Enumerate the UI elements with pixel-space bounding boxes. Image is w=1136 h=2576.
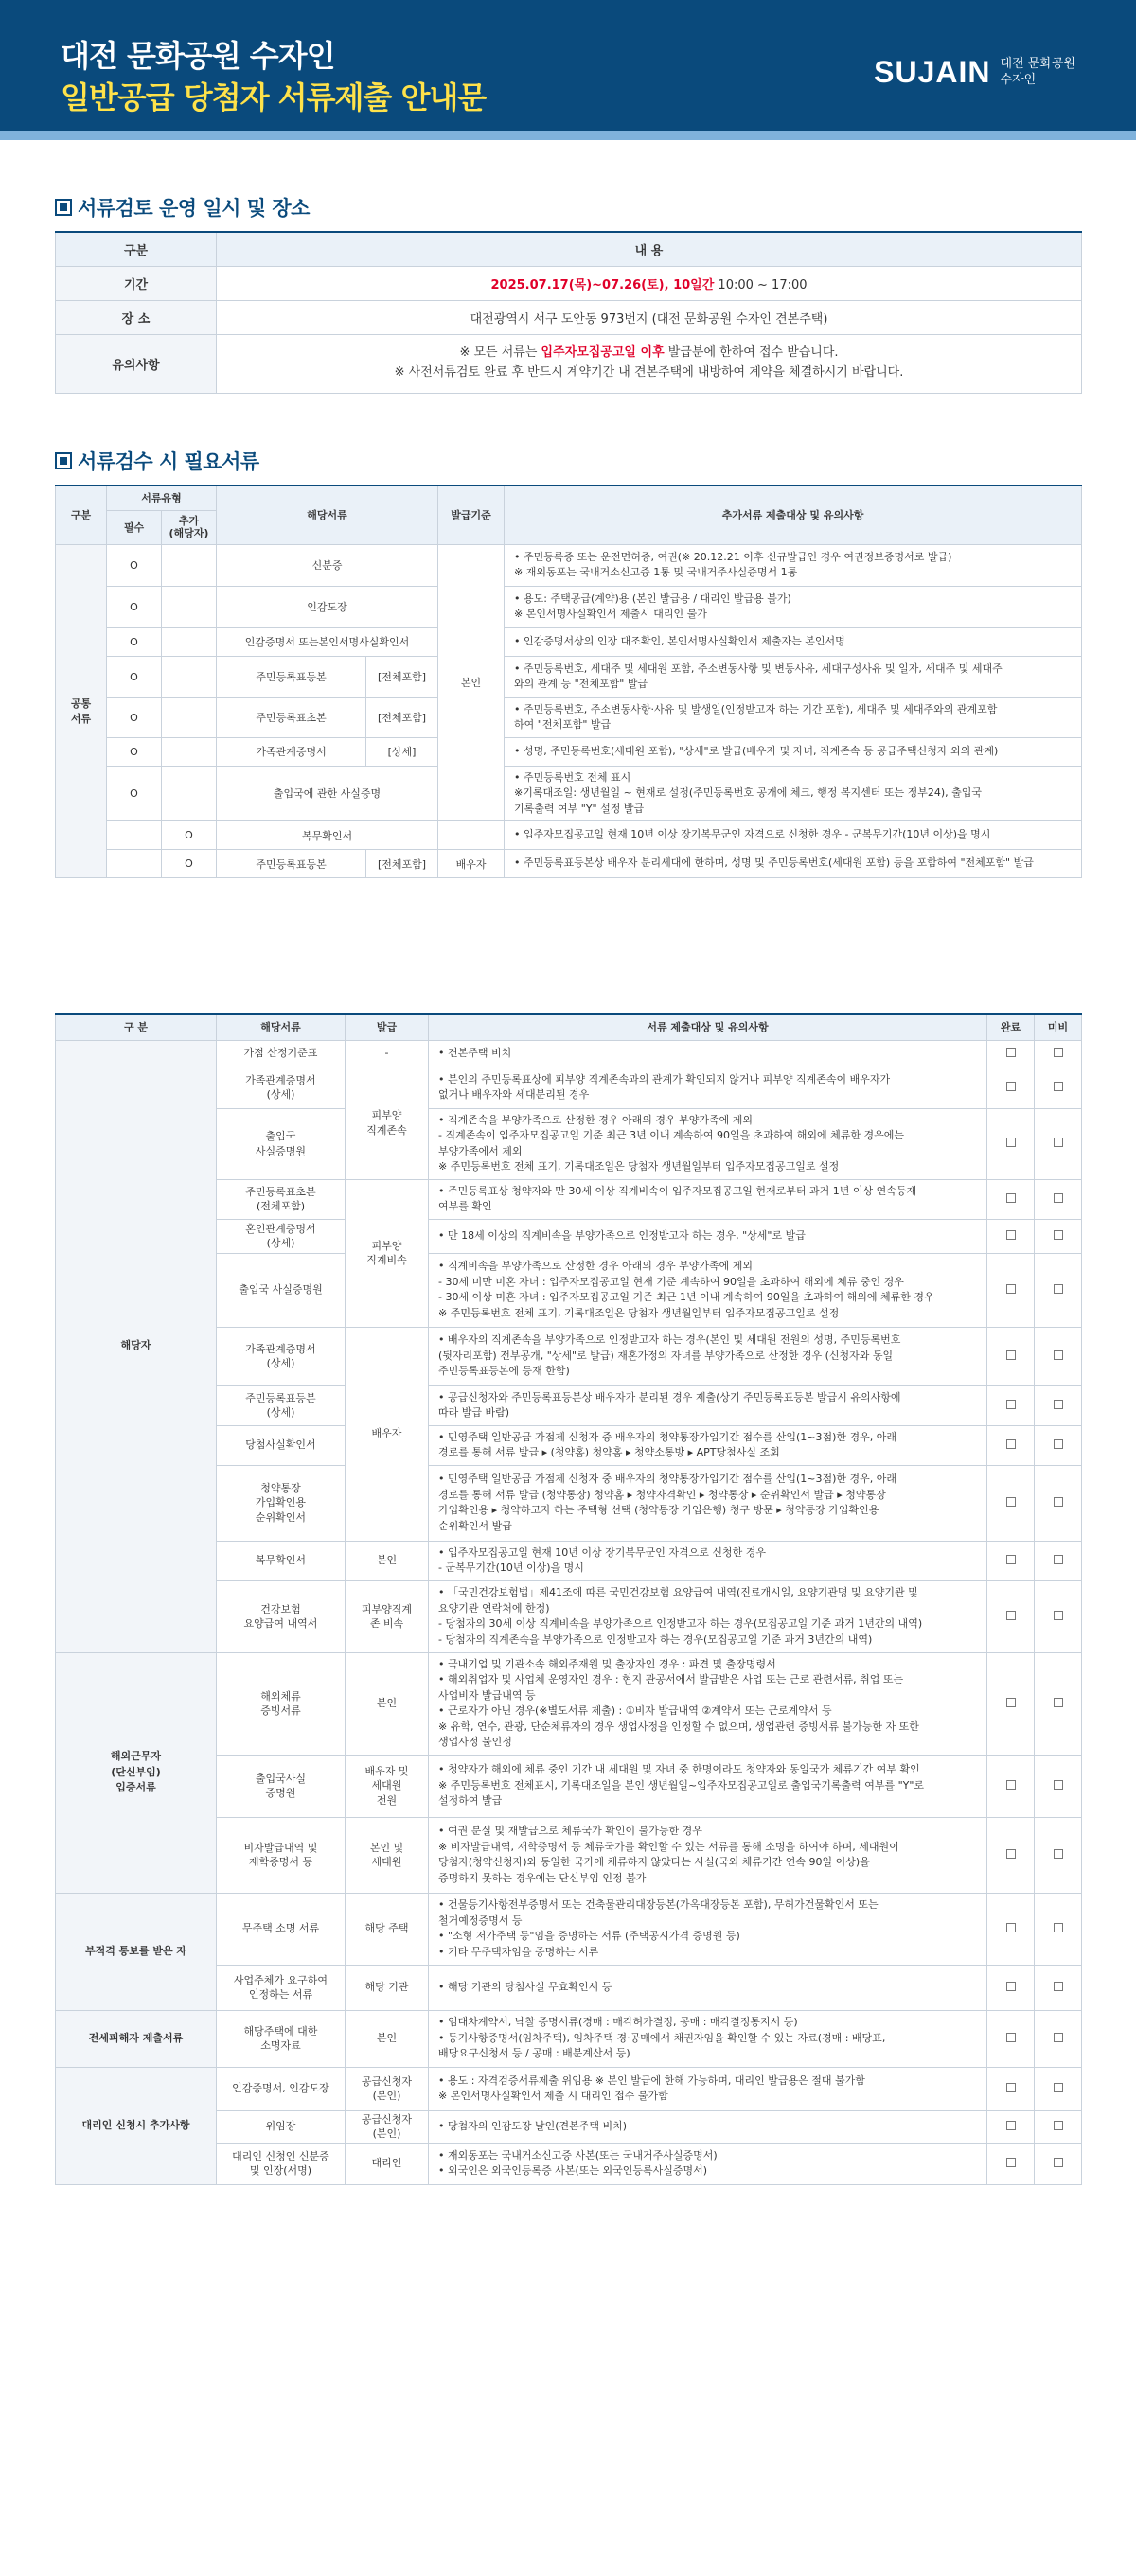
t3-issue-agency: 해당 기관 <box>346 1965 429 2010</box>
done-checkbox[interactable] <box>1006 1350 1016 1360</box>
missing-checkbox[interactable] <box>1054 1698 1063 1707</box>
t2-row <box>56 544 1082 586</box>
t3-missing-cell <box>1035 2110 1082 2143</box>
t3-doc-name: 출입국사실 증명원 <box>217 1755 346 1817</box>
t3-issue-self2: 본인 <box>346 1652 429 1755</box>
t2-required-mark <box>107 821 162 850</box>
t2-row <box>56 850 1082 878</box>
t2-required-mark: O <box>107 544 162 586</box>
note1-a: ※ 모든 서류는 <box>459 345 541 361</box>
t2-head-issue: 발급기준 <box>438 485 505 544</box>
t2-row <box>56 821 1082 850</box>
t3-group-g2: 해외근무자 (단신부임) 입증서류 <box>56 1652 217 1893</box>
done-checkbox[interactable] <box>1006 1082 1016 1091</box>
missing-checkbox[interactable] <box>1054 1611 1063 1620</box>
place-value: 대전광역시 서구 도안동 973번지 (대전 문화공원 수자인 견본주택) <box>217 300 1082 334</box>
done-checkbox[interactable] <box>1006 2033 1016 2042</box>
t3-doc-name: 가족관계증명서 (상세) <box>217 1067 346 1108</box>
done-checkbox[interactable] <box>1006 1982 1016 1991</box>
done-checkbox[interactable] <box>1006 1780 1016 1790</box>
t3-detail: • 재외동포는 국내거소신고증 사본(또는 국내거주사실증명서) • 외국인은 외국인등록증 사본(또는 외국인등록사실증명서) <box>429 2143 987 2184</box>
t3-issue-spouse_hh: 배우자 및 세대원 전원 <box>346 1755 429 1817</box>
t2-doc-name: 주민등록표초본 <box>217 697 366 737</box>
missing-checkbox[interactable] <box>1054 1849 1063 1859</box>
t2-head-doc: 해당서류 <box>217 485 438 544</box>
t3-done-cell <box>987 2010 1035 2067</box>
t3-doc-name: 건강보험 요양급여 내역서 <box>217 1580 346 1652</box>
t2-required-mark: O <box>107 766 162 821</box>
t2-doc-sub: [상세] <box>366 737 438 766</box>
t3-detail: • 주민등록표상 청약자와 만 30세 이상 직계비속이 입주자모집공고일 현재로부터 과거 1년 이상 연속등재 여부를 확인 <box>429 1179 987 1219</box>
t2-required-mark: O <box>107 586 162 627</box>
t3-missing-cell <box>1035 1108 1082 1179</box>
applicant-docs-table <box>55 1013 1082 2185</box>
t2-detail: • 용도: 주택공급(계약)용 (본인 발급용 / 대리인 발급용 불가) ※ 본인서명사실확인서 제출시 대리인 불가 <box>505 586 1082 627</box>
t3-detail: • 해당 기관의 당첨사실 무효확인서 등 <box>429 1965 987 2010</box>
t3-doc-name: 출입국 사실증명원 <box>217 1253 346 1327</box>
t3-detail: • 직계비속을 부양가족으로 산정한 경우 아래의 경우 부양가족에 제외 - 30세 미만 미혼 자녀 : 입주자모집공고일 현재 기준 계속하여 90일을 초과하여 해외에 체류 중인 경우 - 30세 이상 미혼 자녀 : 입주자모집공고일 기준 최근 1년 이내 계속하여 90일을 초과하여 해외에 체류한 경우 ※ 주민등록번호 전체 표기, 기록대조일은 당첨자 생년월일부터 입주자모집공고일로 설정 <box>429 1253 987 1327</box>
t2-required-mark <box>107 850 162 878</box>
missing-checkbox[interactable] <box>1054 2121 1063 2130</box>
square-bullet-icon <box>55 199 72 216</box>
missing-checkbox[interactable] <box>1054 1555 1063 1564</box>
t3-doc-name: 주민등록표등본 (상세) <box>217 1385 346 1425</box>
done-checkbox[interactable] <box>1006 1611 1016 1620</box>
t3-missing-cell <box>1035 1465 1082 1541</box>
period-time: 10:00 ~ 17:00 <box>714 277 808 292</box>
t2-head-gubun: 구분 <box>56 485 107 544</box>
t2-detail: • 성명, 주민등록번호(세대원 포함), "상세"로 발급(배우자 및 자녀, 직계존속 등 공급주택신청자 외의 관계) <box>505 737 1082 766</box>
note-value <box>217 334 1082 393</box>
t2-row <box>56 656 1082 697</box>
t3-issue-seal_self2: 공급신청자 (본인) <box>346 2110 429 2143</box>
t3-row <box>56 1893 1082 1965</box>
missing-checkbox[interactable] <box>1054 1048 1063 1057</box>
t2-head-extra: 추가 (해당자) <box>162 510 217 544</box>
t2-extra-mark <box>162 737 217 766</box>
t3-head-missing: 미비 <box>1035 1014 1082 1040</box>
t3-row <box>56 2067 1082 2110</box>
t3-detail: • 견본주택 비치 <box>429 1040 987 1067</box>
t3-missing-cell <box>1035 1425 1082 1465</box>
section1-title-text: 서류검토 운영 일시 및 장소 <box>78 197 310 220</box>
t3-group-g4: 전세피해자 제출서류 <box>56 2010 217 2067</box>
t3-group-g1: 해당자 <box>56 1040 217 1652</box>
t3-missing-cell <box>1035 2143 1082 2184</box>
header-title: 대전 문화공원 수자인 <box>61 38 335 74</box>
t3-issue-dash: - <box>346 1040 429 1067</box>
t2-doc-name: 주민등록표등본 <box>217 656 366 697</box>
t3-detail: • 입주자모집공고일 현재 10년 이상 장기복무군인 자격으로 신청한 경우 - 군복무기간(10년 이상)을 명시 <box>429 1541 987 1580</box>
t3-missing-cell <box>1035 1965 1082 2010</box>
t3-doc-name: 해외체류 증빙서류 <box>217 1652 346 1755</box>
t2-doc-sub: [전체포함] <box>366 697 438 737</box>
t3-row <box>56 1040 1082 1067</box>
t3-doc-name: 대리인 신청인 신분증 및 인장(서명) <box>217 2143 346 2184</box>
t2-row <box>56 737 1082 766</box>
done-checkbox[interactable] <box>1006 1698 1016 1707</box>
t2-doc-name: 인감증명서 또는본인서명사실확인서 <box>217 627 438 656</box>
t3-done-cell <box>987 1755 1035 1817</box>
t3-missing-cell <box>1035 1755 1082 1817</box>
t3-done-cell <box>987 2143 1035 2184</box>
t2-group-common: 공통 서류 <box>56 544 107 878</box>
done-checkbox[interactable] <box>1006 1497 1016 1507</box>
note-label: 유의사항 <box>56 334 217 393</box>
t3-missing-cell <box>1035 1179 1082 1219</box>
t3-done-cell <box>987 1219 1035 1253</box>
header-banner <box>0 0 1136 140</box>
t3-missing-cell <box>1035 1541 1082 1580</box>
done-checkbox[interactable] <box>1006 2121 1016 2130</box>
t3-detail: • 여권 분실 및 재발급으로 체류국가 확인이 불가능한 경우 ※ 비자발급내역, 재학증명서 등 체류국가를 확인할 수 있는 서류를 통해 소명을 하여야 하며, 세대원이 당첨자(청약신청자)와 동일한 국가에 체류하지 않았다는 사실(국외 체류기간 연속 90일 이상)을 증명하지 못하는 경우에는 단신부임 인정 불가 <box>429 1817 987 1893</box>
schedule-table <box>55 231 1082 394</box>
t2-extra-mark <box>162 586 217 627</box>
t3-group-g3: 부적격 통보를 받은 자 <box>56 1893 217 2010</box>
t3-done-cell <box>987 1040 1035 1067</box>
t3-detail: • 만 18세 이상의 직계비속을 부양가족으로 인정받고자 하는 경우, "상세"로 발급 <box>429 1219 987 1253</box>
done-checkbox[interactable] <box>1006 1193 1016 1203</box>
t2-issue-self: 본인 <box>438 544 505 821</box>
t3-doc-name: 복무확인서 <box>217 1541 346 1580</box>
t3-done-cell <box>987 1817 1035 1893</box>
t3-doc-name: 인감증명서, 인감도장 <box>217 2067 346 2110</box>
t2-extra-mark <box>162 656 217 697</box>
t3-detail: • 용도 : 자격검증서류제출 위임용 ※ 본인 발급에 한해 가능하며, 대리인 발급용은 절대 불가함 ※ 본인서명사실확인서 제출 시 대리인 접수 불가함 <box>429 2067 987 2110</box>
done-checkbox[interactable] <box>1006 1230 1016 1240</box>
t3-doc-name: 당첨사실확인서 <box>217 1425 346 1465</box>
missing-checkbox[interactable] <box>1054 1350 1063 1360</box>
t3-issue-self: 본인 <box>346 1541 429 1580</box>
t3-issue-agent: 대리인 <box>346 2143 429 2184</box>
t3-missing-cell <box>1035 2010 1082 2067</box>
t3-doc-name: 해당주택에 대한 소명자료 <box>217 2010 346 2067</box>
period-value <box>217 266 1082 300</box>
t2-required-mark: O <box>107 656 162 697</box>
t3-detail: • 청약자가 해외에 체류 중인 기간 내 세대원 및 자녀 중 한명이라도 청약자와 동일국가 체류기간 여부 확인 ※ 주민등록번호 전체표시, 기록대조일을 본인 생년월일~입주자모집공고일로 출입국기록출력 여부를 "Y"로 설정하여 발급 <box>429 1755 987 1817</box>
t3-done-cell <box>987 1253 1035 1327</box>
t3-done-cell <box>987 1893 1035 1965</box>
t3-done-cell <box>987 2067 1035 2110</box>
t3-done-cell <box>987 1541 1035 1580</box>
done-checkbox[interactable] <box>1006 1048 1016 1057</box>
t3-issue-spouse: 배우자 <box>346 1327 429 1541</box>
t2-extra-mark <box>162 766 217 821</box>
t3-done-cell <box>987 2110 1035 2143</box>
t3-head-done: 완료 <box>987 1014 1035 1040</box>
t3-done-cell <box>987 1108 1035 1179</box>
missing-checkbox[interactable] <box>1054 1982 1063 1991</box>
t3-missing-cell <box>1035 1040 1082 1067</box>
t3-detail: • 공급신청자와 주민등록표등본상 배우자가 분리된 경우 제출(상기 주민등록표등본 발급시 유의사항에 따라 발급 바람) <box>429 1385 987 1425</box>
t3-doc-name: 위임장 <box>217 2110 346 2143</box>
t2-extra-mark <box>162 697 217 737</box>
t3-doc-name: 비자발급내역 및 재학증명서 등 <box>217 1817 346 1893</box>
done-checkbox[interactable] <box>1006 1284 1016 1294</box>
t3-done-cell <box>987 1652 1035 1755</box>
t3-missing-cell <box>1035 1580 1082 1652</box>
t2-issue-spouse: 배우자 <box>438 850 505 878</box>
t2-head-detail: 추가서류 제출대상 및 유의사항 <box>505 485 1082 544</box>
done-checkbox[interactable] <box>1006 2083 1016 2092</box>
t2-doc-name: 복무확인서 <box>217 821 438 850</box>
t3-doc-name: 무주택 소명 서류 <box>217 1893 346 1965</box>
missing-checkbox[interactable] <box>1054 1400 1063 1409</box>
note-line2: ※ 사전서류검토 완료 후 반드시 계약기간 내 견본주택에 내방하여 계약을 체결하시기 바랍니다. <box>394 365 904 379</box>
done-checkbox[interactable] <box>1006 1555 1016 1564</box>
col-head-gubun: 구분 <box>56 232 217 266</box>
t2-detail: • 입주자모집공고일 현재 10년 이상 장기복무군인 자격으로 신청한 경우 - 군복무기간(10년 이상)을 명시 <box>505 821 1082 850</box>
t2-extra-mark: O <box>162 850 217 878</box>
t3-missing-cell <box>1035 1253 1082 1327</box>
missing-checkbox[interactable] <box>1054 2083 1063 2092</box>
t3-done-cell <box>987 1179 1035 1219</box>
note1-b: 발급분에 한하여 접수 받습니다. <box>664 345 839 361</box>
t2-doc-name: 주민등록표등본 <box>217 850 366 878</box>
t2-doc-sub: [전체포함] <box>366 656 438 697</box>
t2-detail: • 주민등록번호 전체 표시 ※기록대조일: 생년월일 ~ 현재로 설정(주민등록번호 공개에 체크, 행정 복지센터 또는 정부24), 출입국 기록출력 여부 "Y" 설정 발급 <box>505 766 1082 821</box>
t3-doc-name: 가점 산정기준표 <box>217 1040 346 1067</box>
t3-issue-self_hh: 본인 및 세대원 <box>346 1817 429 1893</box>
missing-checkbox[interactable] <box>1054 1230 1063 1240</box>
t3-done-cell <box>987 1425 1035 1465</box>
t2-extra-mark <box>162 627 217 656</box>
t3-done-cell <box>987 1580 1035 1652</box>
missing-checkbox[interactable] <box>1054 1138 1063 1147</box>
period-dates: 2025.07.17(목)~07.26(토), 10일간 <box>490 277 715 292</box>
t3-issue-pi_jonsok2: 피부양직계 존 비속 <box>346 1580 429 1652</box>
t3-head-gubun: 구 분 <box>56 1014 217 1040</box>
missing-checkbox[interactable] <box>1054 2033 1063 2042</box>
t3-done-cell <box>987 1067 1035 1108</box>
t2-row <box>56 766 1082 821</box>
t3-missing-cell <box>1035 1327 1082 1385</box>
t2-detail: • 주민등록증 또는 운전면허증, 여권(※ 20.12.21 이후 신규발급인 경우 여권정보증명서로 발급) ※ 재외동포는 국내거소신고증 1통 및 국내거주사실증명서 1통 <box>505 544 1082 586</box>
t3-missing-cell <box>1035 2067 1082 2110</box>
t3-doc-name: 가족관계증명서 (상세) <box>217 1327 346 1385</box>
section1-title <box>55 193 310 221</box>
done-checkbox[interactable] <box>1006 1400 1016 1409</box>
t3-detail: • 배우자의 직계존속을 부양가족으로 인정받고자 하는 경우(본인 및 세대원 전원의 성명, 주민등록번호 (뒷자리포함) 전부공개, "상세"로 발급) 재혼가정의 자녀를 부양가족으로 산정한 경우 (신청자와 동일 주민등록표등본에 등재 한함) <box>429 1327 987 1385</box>
missing-checkbox[interactable] <box>1054 1082 1063 1091</box>
t3-issue-seal_self: 공급신청자 (본인) <box>346 2067 429 2110</box>
t2-detail: • 주민등록번호, 세대주 및 세대원 포함, 주소변동사항 및 변동사유, 세대구성사유 및 일자, 세대주 및 세대주 와의 관계 등 "전체포함" 발급 <box>505 656 1082 697</box>
logo-subtext <box>1001 57 1075 88</box>
t3-head-issue: 발급 <box>346 1014 429 1040</box>
t3-done-cell <box>987 1385 1035 1425</box>
t3-row <box>56 2010 1082 2067</box>
t3-done-cell <box>987 1465 1035 1541</box>
t2-doc-name: 신분증 <box>217 544 438 586</box>
square-bullet-icon <box>55 452 72 469</box>
done-checkbox[interactable] <box>1006 1849 1016 1859</box>
t2-doc-name: 가족관계증명서 <box>217 737 366 766</box>
done-checkbox[interactable] <box>1006 1138 1016 1147</box>
t2-head-type: 서류유형 <box>107 485 217 510</box>
header-subtitle: 일반공급 당첨자 서류제출 안내문 <box>61 79 487 115</box>
t3-issue-pi_jonsok: 피부양 직계존속 <box>346 1067 429 1179</box>
t3-missing-cell <box>1035 1652 1082 1755</box>
t2-row <box>56 697 1082 737</box>
note-line1 <box>217 344 1081 363</box>
t3-detail: • 당첨자의 인감도장 날인(견본주택 비치) <box>429 2110 987 2143</box>
t2-doc-name: 출입국에 관한 사실증명 <box>217 766 438 821</box>
t3-detail: • 본인의 주민등록표상에 피부양 직계존속과의 관계가 확인되지 않거나 피부양 직계존속이 배우자가 없거나 배우자와 세대분리된 경우 <box>429 1067 987 1108</box>
t3-row <box>56 1652 1082 1755</box>
t3-issue-house: 해당 주택 <box>346 1893 429 1965</box>
t3-detail: • 건물등기사항전부증명서 또는 건축물관리대장등본(가옥대장등본 포함), 무허가건물확인서 또는 철거예정증명서 등 • "소형 저가주택 등"임을 증명하는 서류 (주택공시가격 증명원 등) • 기타 무주택자임을 증명하는 서류 <box>429 1893 987 1965</box>
section2-title-text: 서류검수 시 필요서류 <box>78 450 259 473</box>
t3-missing-cell <box>1035 1893 1082 1965</box>
t2-extra-mark: O <box>162 821 217 850</box>
t2-required-mark: O <box>107 627 162 656</box>
t3-doc-name: 혼인관계증명서 (상세) <box>217 1219 346 1253</box>
t2-required-mark: O <box>107 737 162 766</box>
missing-checkbox[interactable] <box>1054 2158 1063 2167</box>
logo-wordmark: SUJAIN <box>874 55 991 89</box>
t3-detail: • 임대차계약서, 낙찰 증명서류(경매 : 매각허가결정, 공매 : 매각결정통지서 등) • 등기사항증명서(임차주택), 임차주택 경·공매에서 채권자임을 확인할 수 있는 자료(경매 : 배당표, 배당요구신청서 등 / 공매 : 배분계산서 등) <box>429 2010 987 2067</box>
t2-doc-name: 인감도장 <box>217 586 438 627</box>
done-checkbox[interactable] <box>1006 1923 1016 1932</box>
t3-done-cell <box>987 1327 1035 1385</box>
t3-missing-cell <box>1035 1385 1082 1425</box>
t3-doc-name: 주민등록표초본 (전체포함) <box>217 1179 346 1219</box>
t3-issue-pi_bisok: 피부양 직계비속 <box>346 1179 429 1327</box>
done-checkbox[interactable] <box>1006 2158 1016 2167</box>
t3-done-cell <box>987 1965 1035 2010</box>
missing-checkbox[interactable] <box>1054 1497 1063 1507</box>
missing-checkbox[interactable] <box>1054 1284 1063 1294</box>
t2-detail: • 주민등록표등본상 배우자 분리세대에 한하며, 성명 및 주민등록번호(세대원 포함) 등을 포함하여 "전체포함" 발급 <box>505 850 1082 878</box>
t3-doc-name: 청약통장 가입확인용 순위확인서 <box>217 1465 346 1541</box>
t2-detail: • 인감증명서상의 인장 대조확인, 본인서명사실확인서 제출자는 본인서명 <box>505 627 1082 656</box>
missing-checkbox[interactable] <box>1054 1780 1063 1790</box>
t3-missing-cell <box>1035 1219 1082 1253</box>
t3-issue-self3: 본인 <box>346 2010 429 2067</box>
missing-checkbox[interactable] <box>1054 1439 1063 1449</box>
t3-detail: • 직계존속을 부양가족으로 산정한 경우 아래의 경우 부양가족에 제외 - 직계존속이 입주자모집공고일 기준 최근 3년 이내 계속하여 90일을 초과하여 해외에 체류한 경우에는 부양가족에서 제외 ※ 주민등록번호 전체 표기, 기록대조일은 당첨자 생년월일부터 입주자모집공고일로 설정 <box>429 1108 987 1179</box>
t2-head-required: 필수 <box>107 510 162 544</box>
logo-sub-line1: 대전 문화공원 <box>1000 57 1075 72</box>
place-label: 장 소 <box>56 300 217 334</box>
common-docs-table <box>55 485 1082 878</box>
col-head-content: 내 용 <box>217 232 1082 266</box>
t3-missing-cell <box>1035 1817 1082 1893</box>
missing-checkbox[interactable] <box>1054 1193 1063 1203</box>
t3-missing-cell <box>1035 1067 1082 1108</box>
done-checkbox[interactable] <box>1006 1439 1016 1449</box>
t3-doc-name: 사업주체가 요구하여 인정하는 서류 <box>217 1965 346 2010</box>
t2-issue-blank <box>438 821 505 850</box>
t3-detail: • 민영주택 일반공급 가점제 신청자 중 배우자의 청약통장가입기간 점수를 산입(1~3점)한 경우, 아래 경로를 통해 서류 발급 (청약통장) 청약홈 ▸ 청약자격확인 ▸ 청약통장 ▸ 순위확인서 발급 ▸ 청약통장 가입확인용 ▸ 청약하고자 하는 주택형 선택 (청약통장 가입은행) 청구 방문 ▸ 청약통장 가입확인용 순위확인서 발급 <box>429 1465 987 1541</box>
t3-doc-name: 출입국 사실증명원 <box>217 1108 346 1179</box>
t3-detail: • 「국민건강보험법」제41조에 따른 국민건강보험 요양급여 내역(진료개시일, 요양기관명 및 요양기관 및 요양기관 연락처에 한정) - 당첨자의 30세 이상 직계비속을 부양가족으로 인정받고자 하는 경우(모집공고일 기준 과거 1년간의 내역) - 당첨자의 직계존속을 부양가족으로 인정받고자 하는 경우(모집공고일 기준 과거 3년간의 내역) <box>429 1580 987 1652</box>
t3-group-g5: 대리인 신청시 추가사항 <box>56 2067 217 2184</box>
t2-row <box>56 627 1082 656</box>
section2-title <box>55 447 259 475</box>
t3-head-detail: 서류 제출대상 및 유의사항 <box>429 1014 987 1040</box>
note1-highlight: 입주자모집공고일 이후 <box>541 345 665 361</box>
t2-required-mark: O <box>107 697 162 737</box>
t2-row <box>56 586 1082 627</box>
t2-doc-sub: [전체포함] <box>366 850 438 878</box>
period-label: 기간 <box>56 266 217 300</box>
t3-detail: • 민영주택 일반공급 가점제 신청자 중 배우자의 청약통장가입기간 점수를 산입(1~3점)한 경우, 아래 경로를 통해 서류 발급 ▸ (청약홈) 청약홈 ▸ 청약소통방 ▸ APT당첨사실 조회 <box>429 1425 987 1465</box>
t3-detail: • 국내기업 및 기관소속 해외주재원 및 출장자인 경우 : 파견 및 출장명령서 • 해외취업자 및 사업체 운영자인 경우 : 현지 관공서에서 발급받은 사업 또는 근로 관련서류, 취업 또는 사업비자 발급내역 등 • 근로자가 아닌 경우(※별도서류 제출) : ①비자 발급내역 ②계약서 또는 근로계약서 등 ※ 유학, 연수, 관광, 단순체류자의 경우 생업사정을 인정할 수 없으며, 생업관련 증빙서류 불가능한 자 또한 생업사정 불인정 <box>429 1652 987 1755</box>
missing-checkbox[interactable] <box>1054 1923 1063 1932</box>
t3-head-doc: 해당서류 <box>217 1014 346 1040</box>
t2-extra-mark <box>162 544 217 586</box>
logo-sub-line2: 수자인 <box>1000 72 1037 87</box>
t2-detail: • 주민등록번호, 주소변동사항·사유 및 발생일(인정받고자 하는 기간 포함), 세대주 및 세대주와의 관계포함 하여 "전체포함" 발급 <box>505 697 1082 737</box>
sujain-logo <box>874 55 1075 90</box>
